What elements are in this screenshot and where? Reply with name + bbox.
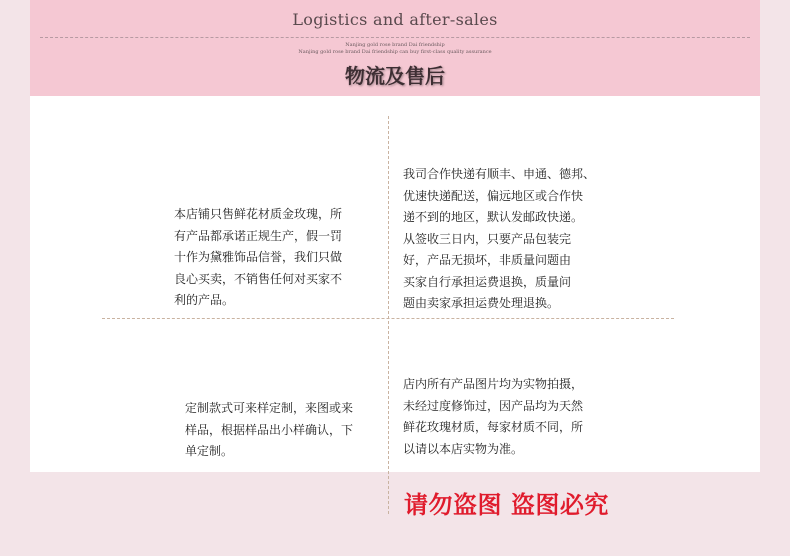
header-tagline-1: Nanjing gold rose brand Dai friendship xyxy=(345,42,445,48)
text-block-photo-notice: 店内所有产品图片均为实物拍摄， 未经过度修饰过，因产品均为天然 鲜花玫瑰材质，每家材质不同，所 以请以本店实物为准。 xyxy=(403,377,584,456)
header-divider xyxy=(40,37,750,38)
content-panel xyxy=(30,96,760,472)
header-title-en: Logistics and after-sales xyxy=(292,10,498,29)
header-title-cn: 物流及售后 xyxy=(345,64,445,88)
horizontal-divider xyxy=(102,318,674,319)
anti-theft-warning: 请勿盗图 盗图必究 xyxy=(404,491,609,519)
text-block-shipping: 我司合作快递有顺丰、申通、德邦、 优速快递配送，偏远地区或合作快 递不到的地区，默认发邮政快递。 从签收三日内，只要产品包装完 好，产品无损坏，非质量问题由 买家自行承担运费退换，质量问 题由卖家承担运费处理退换。 xyxy=(403,167,596,310)
header-tagline-2: Nanjing gold rose brand Dai friendship can buy first-class quality assurance xyxy=(298,49,492,55)
text-block-authenticity: 本店铺只售鲜花材质金玫瑰，所 有产品都承诺正规生产，假一罚 十作为黛雅饰品信誉，我们只做 良心买卖，不销售任何对买家不 利的产品。 xyxy=(174,207,343,307)
header-banner xyxy=(30,0,760,96)
text-block-custom-orders: 定制款式可来样定制，来图或来 样品，根据样品出小样确认，下 单定制。 xyxy=(185,401,354,458)
